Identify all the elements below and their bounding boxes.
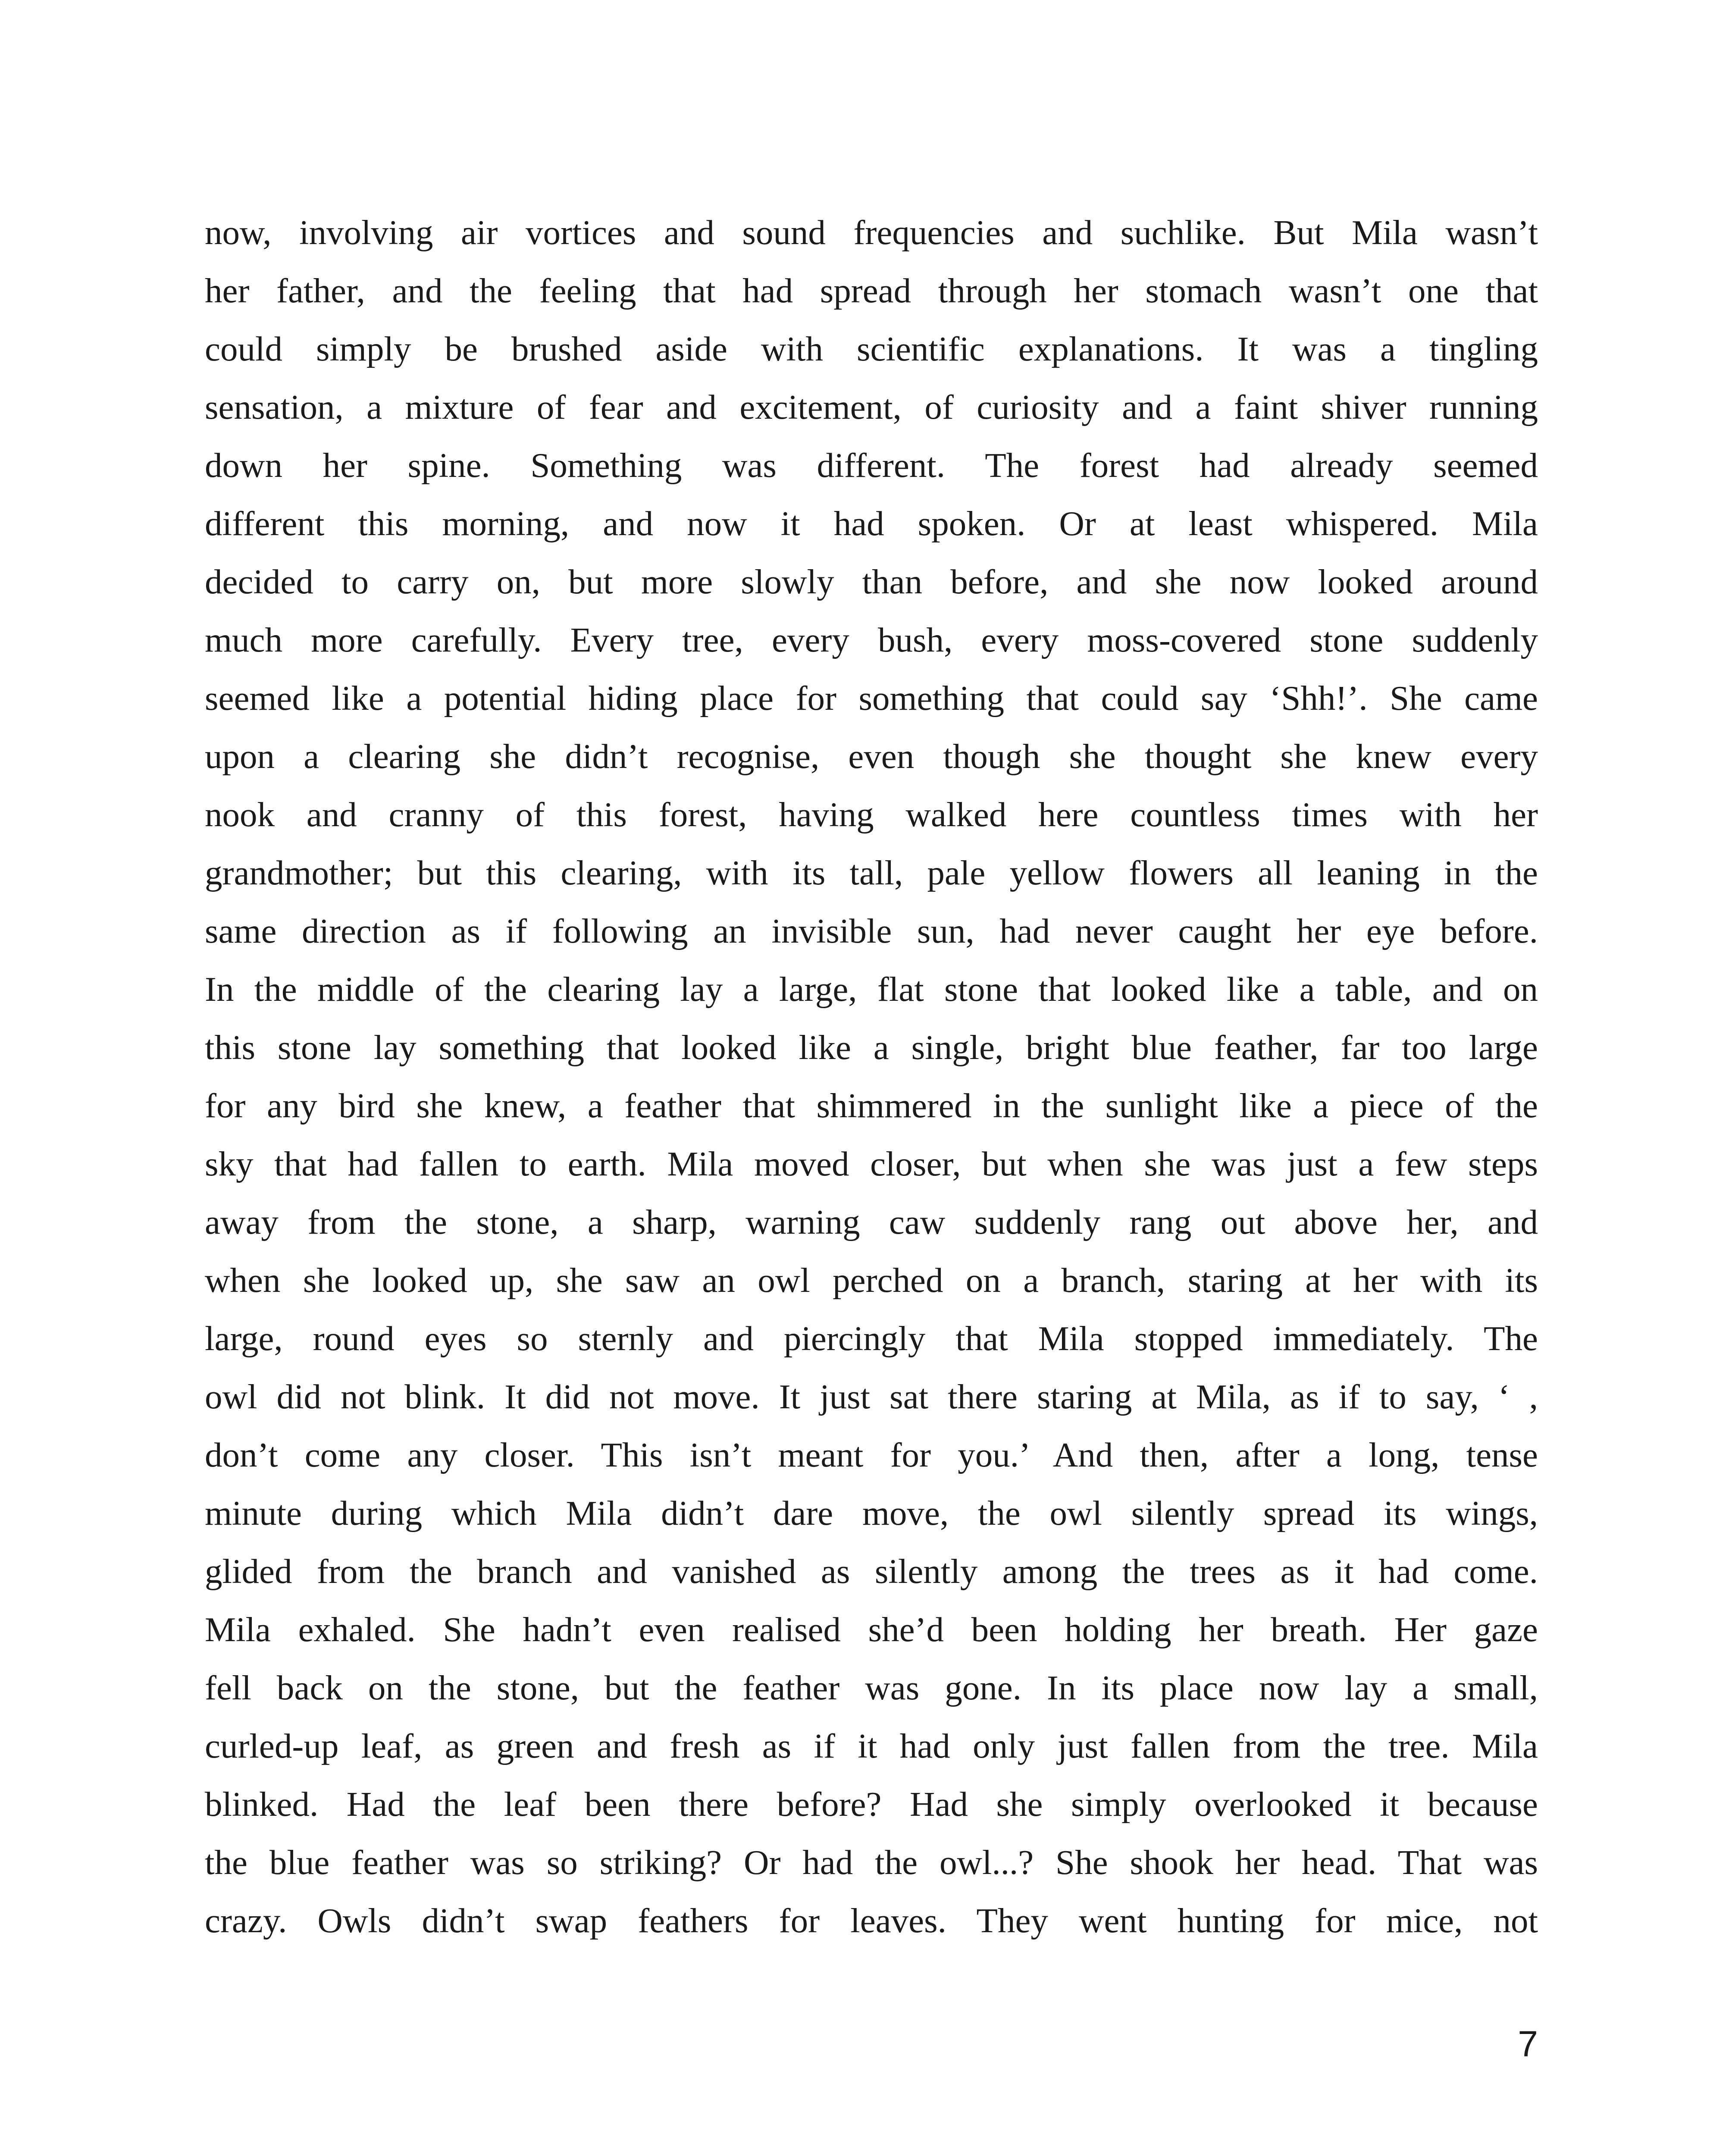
text-line: don’t come any closer. This isn’t meant for you.’ And then, after a long, tense bbox=[205, 1435, 1538, 1474]
text-line: same direction as if following an invisible sun, had never caught her eye before. bbox=[205, 912, 1538, 950]
text-line: sky that had fallen to earth. Mila moved closer, but when she was just a few steps bbox=[205, 1144, 1538, 1183]
text-line: large, round eyes so sternly and piercingly that Mila stopped immediately. The bbox=[205, 1319, 1538, 1358]
text-line: glided from the branch and vanished as silently among the trees as it had come. bbox=[205, 1552, 1538, 1591]
text-line: minute during which Mila didn’t dare move, the owl silently spread its wings, bbox=[205, 1494, 1538, 1532]
text-line: seemed like a potential hiding place for something that could say ‘Shh!’. She came bbox=[205, 679, 1538, 718]
text-line: could simply be brushed aside with scientific explanations. It was a tingling bbox=[205, 329, 1538, 368]
text-line: In the middle of the clearing lay a large, flat stone that looked like a table, and on bbox=[205, 970, 1538, 1009]
text-line: the blue feather was so striking? Or had the owl...? She shook her head. That was bbox=[205, 1843, 1538, 1882]
text-line: curled-up leaf, as green and fresh as if it had only just fallen from the tree. Mila bbox=[205, 1727, 1538, 1765]
text-line: much more carefully. Every tree, every bush, every moss-covered stone suddenly bbox=[205, 620, 1538, 659]
text-line: owl did not blink. It did not move. It just sat there staring at Mila, as if to say, ‘ , bbox=[205, 1377, 1538, 1416]
body-text bbox=[205, 204, 1538, 1950]
text-line: when she looked up, she saw an owl perched on a branch, staring at her with its bbox=[205, 1261, 1538, 1300]
text-line: nook and cranny of this forest, having walked here countless times with her bbox=[205, 795, 1538, 834]
page-number: 7 bbox=[1518, 2024, 1538, 2064]
text-line: decided to carry on, but more slowly than before, and she now looked around bbox=[205, 562, 1538, 601]
text-line: Mila exhaled. She hadn’t even realised she’d been holding her breath. Her gaze bbox=[205, 1610, 1538, 1649]
text-line: grandmother; but this clearing, with its tall, pale yellow flowers all leaning in the bbox=[205, 853, 1538, 892]
text-line: blinked. Had the leaf been there before? Had she simply overlooked it because bbox=[205, 1785, 1538, 1824]
text-line: upon a clearing she didn’t recognise, even though she thought she knew every bbox=[205, 737, 1538, 776]
text-line: fell back on the stone, but the feather was gone. In its place now lay a small, bbox=[205, 1668, 1538, 1707]
text-line: sensation, a mixture of fear and excitement, of curiosity and a faint shiver running bbox=[205, 388, 1538, 426]
text-line: her father, and the feeling that had spread through her stomach wasn’t one that bbox=[205, 271, 1538, 310]
text-line: for any bird she knew, a feather that shimmered in the sunlight like a piece of the bbox=[205, 1086, 1538, 1125]
text-line: now, involving air vortices and sound frequencies and suchlike. But Mila wasn’t bbox=[205, 213, 1538, 252]
text-line: down her spine. Something was different. The forest had already seemed bbox=[205, 446, 1538, 485]
text-line: crazy. Owls didn’t swap feathers for leaves. They went hunting for mice, not bbox=[205, 1901, 1538, 1940]
text-line: different this morning, and now it had spoken. Or at least whispered. Mila bbox=[205, 504, 1538, 543]
text-line: away from the stone, a sharp, warning caw suddenly rang out above her, and bbox=[205, 1203, 1538, 1241]
text-line: this stone lay something that looked like a single, bright blue feather, far too large bbox=[205, 1028, 1538, 1067]
